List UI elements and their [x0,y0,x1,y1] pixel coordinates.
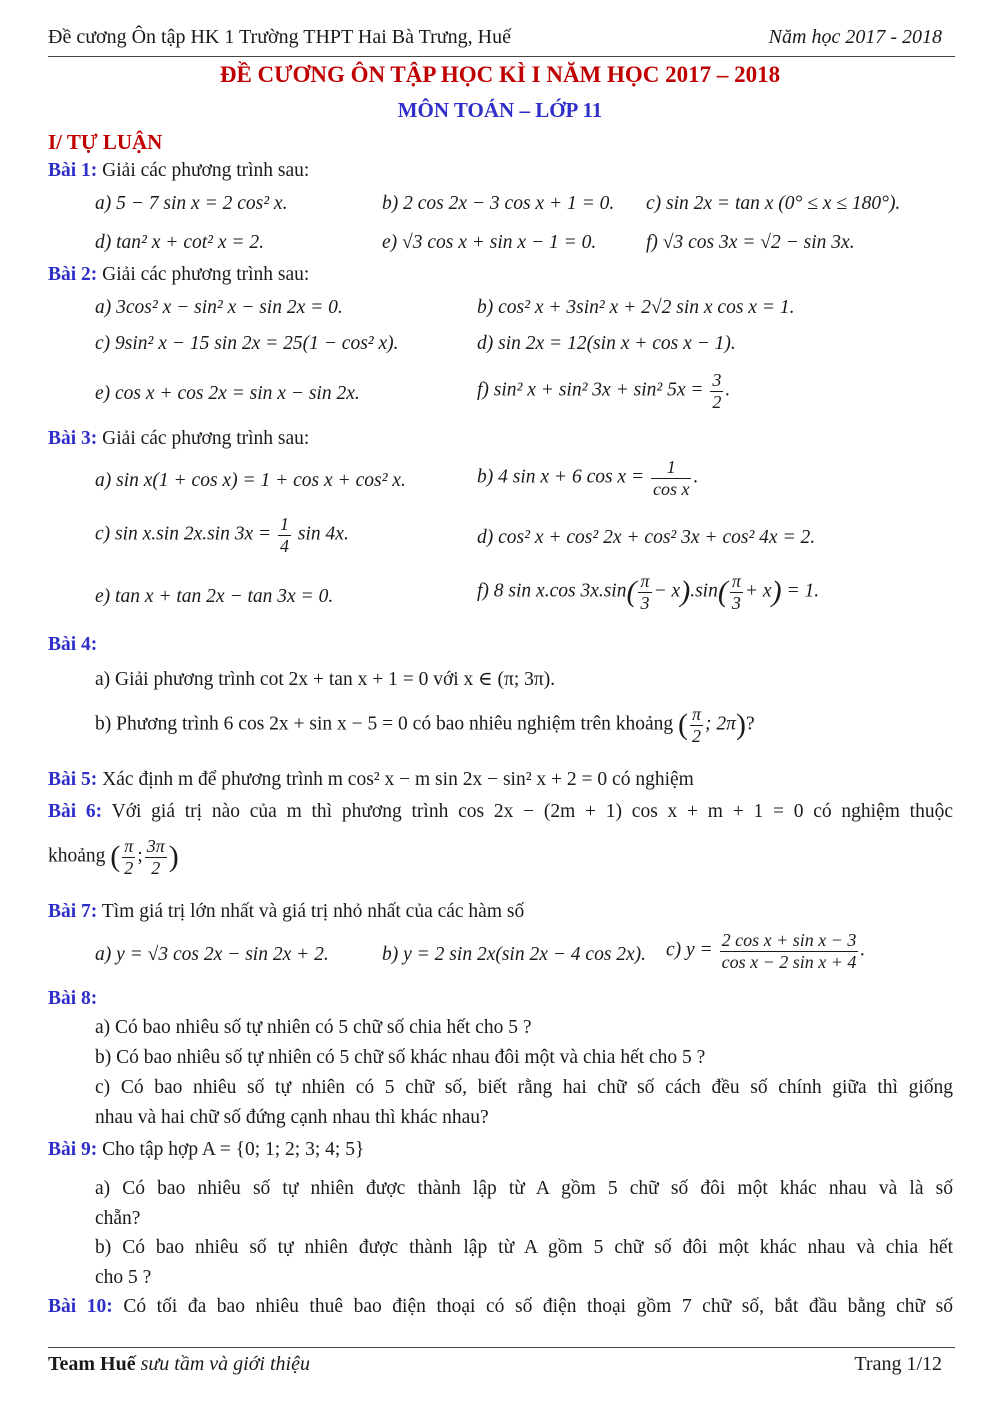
paren: ( [678,708,689,742]
bai6-text: Với giá trị nào của m thì phương trình cos 2x − (2m + 1) cos x + m + 1 = 0 có nghiệm thuộc [111,801,953,822]
numerator: π [731,571,741,591]
bai5 [48,769,694,791]
bai3-heading [48,428,309,450]
bai2-c: c) 9sin² x − 15 sin 2x = 25(1 − cos² x). [95,333,399,354]
paren: ( [110,840,121,874]
punct: . [693,466,699,488]
denominator: 3 [640,592,650,613]
paren: ) [771,575,782,609]
bai3-f-rhs: = 1. [786,580,820,602]
bai3-label: Bài 3: [48,428,98,449]
numerator: π [124,836,134,856]
bai2-e: e) cos x + cos 2x = sin x − sin 2x. [95,383,360,404]
denominator: 2 [124,857,134,878]
paren: ) [168,840,179,874]
bai3-a: a) sin x(1 + cos x) = 1 + cos x + cos² x. [95,470,406,491]
bai1-text: Giải các phương trình sau: [102,160,310,181]
bai3-f-term2: + x [744,580,772,602]
page-number: Trang 1/12 [854,1353,942,1375]
bai5-label: Bài 5: [48,769,98,790]
bai1-c: c) sin 2x = tan x (0° ≤ x ≤ 180°). [646,193,901,214]
denominator: cos x − 2 sin x + 4 [721,951,857,972]
bai7-text: Tìm giá trị lớn nhất và giá trị nhỏ nhất của các hàm số [101,901,525,922]
bai3-b [477,457,698,499]
header-rule [48,56,955,57]
bai1-e: e) √3 cos x + sin x − 1 = 0. [382,232,597,253]
bai6 [48,801,953,823]
bai2-f-lhs: f) sin² x + sin² 3x + sin² 5x = [477,379,704,401]
paren: ( [717,575,728,609]
bai4-a: a) Giải phương trình cot 2x + tan x + 1 = 0 với x ∈ (π; 3π). [95,669,556,690]
bai3-f-term1: − x [653,580,681,602]
bai8-a: a) Có bao nhiêu số tự nhiên có 5 chữ số chia hết cho 5 ? [95,1017,532,1038]
section-heading: I/ TỰ LUẬN [48,130,163,154]
bai8-c: c) Có bao nhiêu số tự nhiên có 5 chữ số, biết rằng hai chữ số cách đều số chính giữa thì giống [95,1077,953,1098]
semicolon: ; [137,845,143,867]
denominator: 2 [692,725,702,746]
header-right: Năm học 2017 - 2018 [768,26,942,48]
page-title: ĐỀ CƯƠNG ÔN TẬP HỌC KÌ I NĂM HỌC 2017 – 2018 [219,62,781,87]
interval-end: ; 2π [705,713,736,735]
bai9-b-cont: cho 5 ? [95,1267,152,1288]
fraction [145,836,167,878]
numerator: 1 [651,457,691,479]
bai2-d: d) sin 2x = 12(sin x + cos x − 1). [477,333,736,354]
bai3-f-sin: .sin [690,580,718,602]
bai10-label: Bài 10: [48,1296,113,1317]
paren: ) [680,575,691,609]
bai1-label: Bài 1: [48,160,98,181]
bai3-f [477,571,819,613]
bai9-a: a) Có bao nhiêu số tự nhiên được thành lập từ A gồm 5 chữ số đôi một khác nhau và là số [95,1178,953,1199]
bai9-heading [48,1139,364,1161]
punct: . [725,379,731,401]
bai7-c-lhs: c) y = [666,939,713,961]
footer-rule [48,1347,955,1348]
fraction [730,571,743,613]
bai7-heading [48,901,524,923]
bai5-text: Xác định m để phương trình m cos² x − m sin 2x − sin² x + 2 = 0 có nghiệm [102,769,694,790]
bai7-label: Bài 7: [48,901,98,922]
bai3-f-lhs: f) 8 sin x.cos 3x.sin [477,580,627,602]
bai9-b: b) Có bao nhiêu số tự nhiên được thành lập từ A gồm 5 chữ số đôi một khác nhau và chia hết [95,1237,953,1258]
page-subtitle: MÔN TOÁN – LỚP 11 [397,98,603,122]
fraction [122,836,135,878]
denominator: 3 [731,592,741,613]
bai7-b: b) y = 2 sin 2x(sin 2x − 4 cos 2x). [382,944,647,965]
bai3-d: d) cos² x + cos² 2x + cos² 3x + cos² 4x = 2. [477,527,816,548]
numerator: 1 [280,514,290,534]
bai2-a: a) 3cos² x − sin² x − sin 2x = 0. [95,297,343,318]
question-mark: ? [745,713,755,735]
bai7-a: a) y = √3 cos 2x − sin 2x + 2. [95,944,329,965]
bai9-a-cont: chẵn? [95,1208,141,1229]
bai8-b: b) Có bao nhiêu số tự nhiên có 5 chữ số khác nhau đôi một và chia hết cho 5 ? [95,1047,706,1068]
bai1-b: b) 2 cos 2x − 3 cos x + 1 = 0. [382,193,615,214]
bai1-f: f) √3 cos 3x = √2 − sin 3x. [646,232,855,253]
bai3-c [95,514,349,556]
bai3-e: e) tan x + tan 2x − tan 3x = 0. [95,586,334,607]
bai2-heading [48,264,309,286]
denominator: 2 [712,391,722,412]
bai4-b [95,704,755,746]
bai1-a: a) 5 − 7 sin x = 2 cos² x. [95,193,288,214]
numerator: 2 cos x + sin x − 3 [721,930,857,950]
bai10 [48,1296,953,1318]
footer-note: sưu tầm và giới thiệu [140,1353,310,1375]
numerator: 3π [146,836,165,856]
paren: ( [626,575,637,609]
fraction [710,370,723,412]
denominator: cos x [653,478,690,499]
footer-left [48,1353,310,1376]
bai9-text: Cho tập hợp A = {0; 1; 2; 3; 4; 5} [102,1139,365,1160]
bai3-text: Giải các phương trình sau: [102,428,310,449]
bai2-label: Bài 2: [48,264,98,285]
bai4-label: Bài 4: [48,634,98,655]
denominator: 2 [151,857,161,878]
bai2-b: b) cos² x + 3sin² x + 2√2 sin x cos x = 1. [477,297,795,318]
numerator: π [692,704,702,724]
bai3-b-lhs: b) 4 sin x + 6 cos x = [477,466,645,488]
footer-team: Team Huế [48,1353,136,1375]
bai6-k: khoảng [48,845,106,867]
bai3-c-rhs: sin 4x. [297,523,349,545]
bai10-text: Có tối đa bao nhiêu thuê bao điện thoại có số điện thoại gồm 7 chữ số, bắt đầu bằng chữ số [123,1296,954,1317]
fraction [720,930,859,972]
paren: ) [735,708,746,742]
header-left: Đề cương Ôn tập HK 1 Trường THPT Hai Bà Trưng, Huế [48,26,511,48]
bai1-heading [48,160,309,182]
numerator: 3 [712,370,722,390]
denominator: 4 [280,535,290,556]
bai2-text: Giải các phương trình sau: [102,264,310,285]
bai8-c-cont: nhau và hai chữ số đứng cạnh nhau thì khác nhau? [95,1107,489,1128]
numerator: π [640,571,650,591]
bai3-c-lhs: c) sin x.sin 2x.sin 3x = [95,523,272,545]
bai6-label: Bài 6: [48,801,103,822]
bai8-label: Bài 8: [48,988,98,1009]
bai6-interval [48,836,179,878]
fraction [278,514,291,556]
bai2-f [477,370,730,412]
fraction [638,571,651,613]
bai7-c [666,930,865,972]
fraction [690,704,703,746]
bai4-b-text: b) Phương trình 6 cos 2x + sin x − 5 = 0 có bao nhiêu nghiệm trên khoảng [95,713,674,735]
punct: . [860,939,866,961]
bai1-d: d) tan² x + cot² x = 2. [95,232,265,253]
fraction [651,457,691,499]
bai9-label: Bài 9: [48,1139,98,1160]
